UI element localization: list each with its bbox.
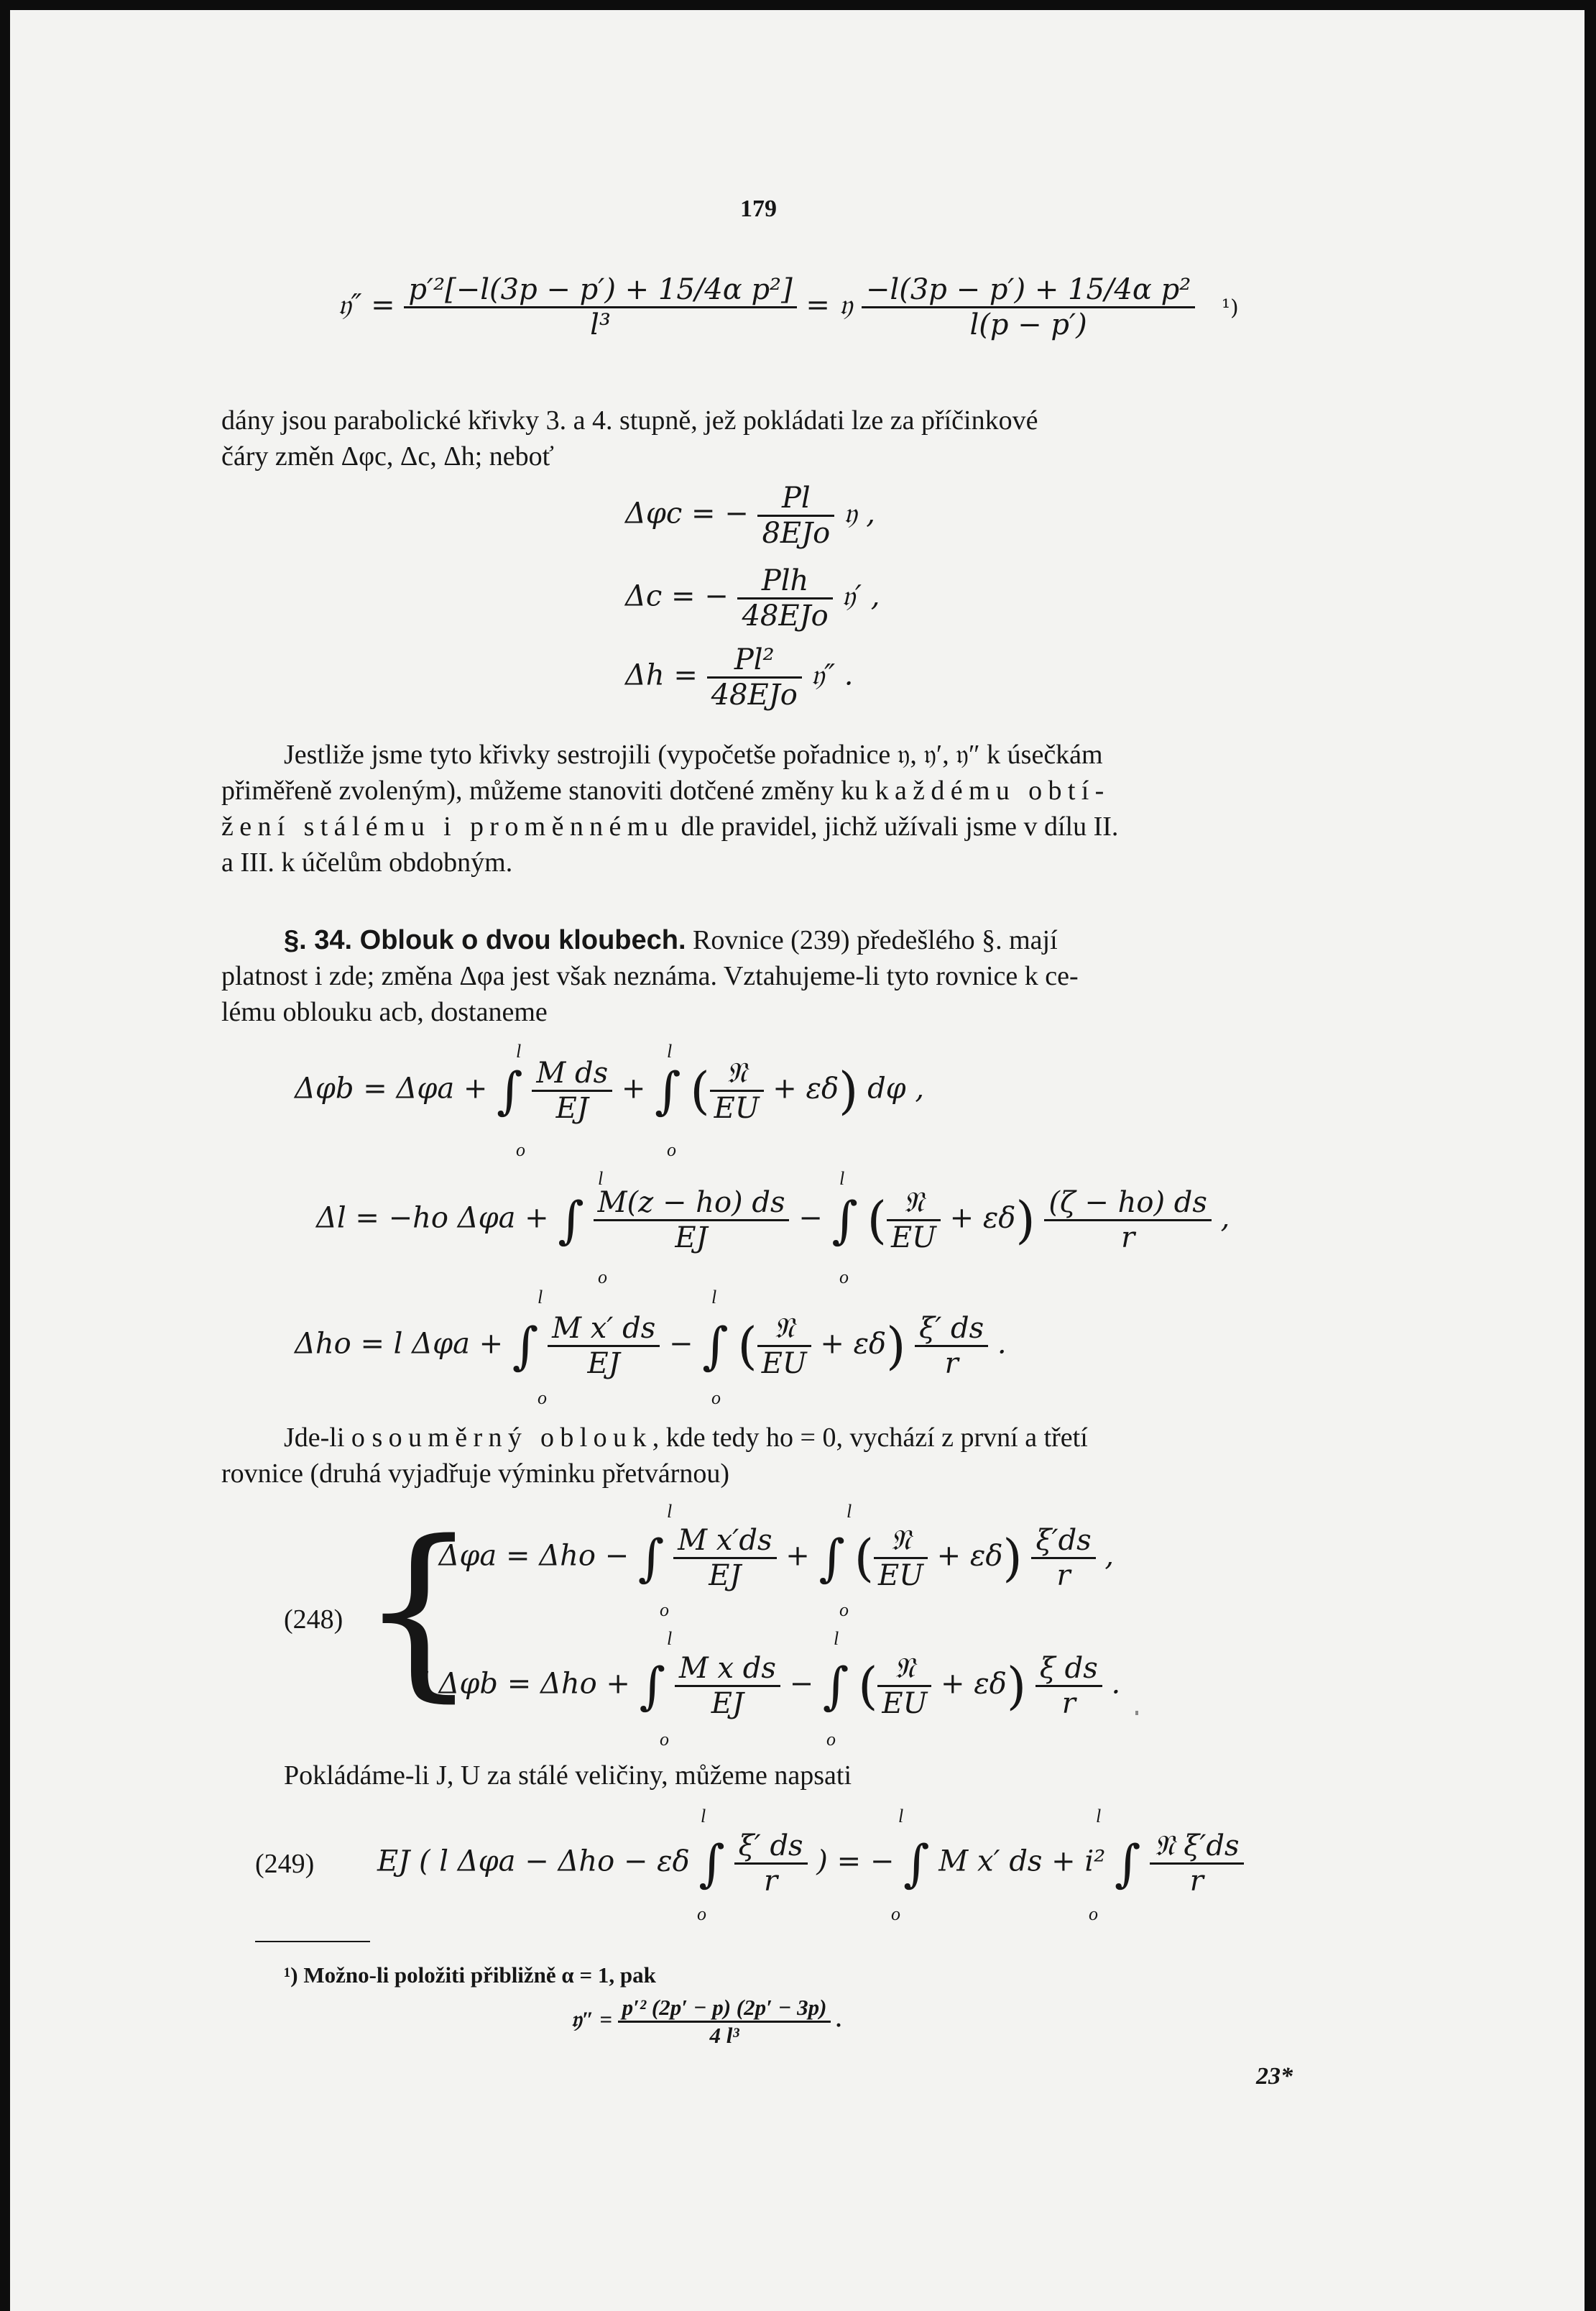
eq248-1-end: , <box>1104 1539 1115 1573</box>
paragraph-2-line-2 <box>221 773 1110 809</box>
paragraph-3-line-1 <box>284 1420 1088 1456</box>
integral-lower-limit: o <box>516 1139 525 1160</box>
equation-delta-phi-b <box>295 1057 924 1125</box>
eq4-f2-den: EU <box>710 1090 764 1125</box>
integral-lower-limit: o <box>1089 1903 1098 1924</box>
eq2-num: Plh <box>761 564 809 597</box>
eq248-2-f2-num: 𝔑 <box>894 1652 915 1685</box>
paragraph-2-line-4: a III. k účelům obdobným. <box>221 847 513 878</box>
equation-249-label: (249) <box>255 1849 315 1879</box>
integral-upper-limit: l <box>711 1287 717 1308</box>
eq248-2-end: . <box>1111 1667 1121 1701</box>
integral-upper-limit: l <box>667 1041 673 1062</box>
left-brace: { <box>359 1502 479 1719</box>
eq3-num: Pl² <box>734 643 775 676</box>
footnote-eq-num: p′² (2p′ − p) (2p′ − 3p) <box>622 1995 827 2020</box>
paren-close: ) <box>1006 1656 1027 1716</box>
eq-top-frac1-num: p′²[−l(3p − p′) + 15/4α p²] <box>408 273 793 306</box>
eq5-lhs: Δl = −ho Δφa + <box>316 1201 549 1235</box>
integral-sign: ∫ <box>558 1190 584 1250</box>
eq-top-fraction-1 <box>404 273 796 341</box>
eq6-f1-num: M x′ ds <box>552 1312 656 1345</box>
paragraph-2-line-1: Jestliže jsme tyto křivky sestrojili (vypočetše pořadnice 𝔶, 𝔶′, 𝔶″ k úsečkám <box>284 740 1103 770</box>
eq4-f1-num: M ds <box>536 1057 609 1090</box>
paren-close: ) <box>839 1061 859 1121</box>
integral-upper-limit: l <box>839 1168 845 1189</box>
eq5-f2-num: 𝔑 <box>903 1186 924 1219</box>
integral-sign: ∫ <box>698 1834 725 1893</box>
eq3-rhs: 𝔶″ . <box>811 658 854 692</box>
integral-lower-limit: o <box>660 1729 669 1750</box>
integral-lower-limit: o <box>598 1267 607 1287</box>
paren-open: ( <box>854 1528 874 1588</box>
footnote-rule <box>255 1941 370 1942</box>
eq3-fraction <box>707 643 802 712</box>
eq5-f1-num: M(z − ho) ds <box>597 1186 785 1219</box>
eq4-lhs: Δφb = Δφa + <box>295 1072 488 1106</box>
footnote-marker: ¹) <box>1221 295 1239 321</box>
integral-sign: ∫ <box>639 1656 666 1716</box>
eq248-1-f1-num: M x′ds <box>678 1524 772 1557</box>
eq248-2-f3-num: ξ ds <box>1039 1652 1098 1685</box>
eq6-mid: − <box>668 1327 693 1361</box>
paragraph-1-line-1: dány jsou parabolické křivky 3. a 4. stupně, jež pokládati lze za příčinkové <box>221 405 1038 436</box>
paren-close: ) <box>886 1316 906 1376</box>
paragraph-1-line-2: čáry změn Δφc, Δc, Δh; neboť <box>221 441 554 472</box>
section-title: §. 34. Oblouk o dvou kloubech. <box>284 925 686 955</box>
eq4-mid: + <box>621 1072 646 1106</box>
eq-top-frac2-num: −l(3p − p′) + 15/4α p² <box>865 273 1191 306</box>
integral-upper-limit: l <box>701 1806 706 1827</box>
eq249-lhs-a: EJ ( l Δφa − Δho − εδ <box>377 1844 690 1878</box>
paragraph-2-line-3-b: dle pravidel, jichž užívali jsme v dílu II. <box>674 812 1119 842</box>
integral-sign: ∫ <box>903 1834 930 1893</box>
eq5-end: , <box>1220 1201 1230 1235</box>
integral-upper-limit: l <box>847 1501 852 1522</box>
eq4-f1-den: EJ <box>532 1090 612 1125</box>
integral-lower-limit: o <box>891 1903 900 1924</box>
integral-sign: ∫ <box>637 1528 665 1588</box>
integral-upper-limit: l <box>516 1041 522 1062</box>
integral-upper-limit: l <box>598 1168 604 1189</box>
paren-close: ) <box>1002 1528 1023 1588</box>
scan-border-right <box>1585 0 1596 2311</box>
integral-sign: ∫ <box>655 1061 681 1121</box>
section-line-1-rest: Rovnice (239) předešlého §. mají <box>686 925 1058 955</box>
section-34-line-2: platnost i zde; změna Δφa jest však neznáma. Vztahujeme-li tyto rovnice k ce- <box>221 961 1079 991</box>
eq6-f3-num: ξ′ ds <box>919 1312 984 1345</box>
section-34-line-1 <box>284 922 1058 958</box>
paragraph-2-line-3 <box>221 809 1118 845</box>
integral-sign: ∫ <box>497 1061 523 1121</box>
eq249-f2-num: 𝔑 ξ′ds <box>1154 1829 1240 1862</box>
integral-upper-limit: l <box>538 1287 543 1308</box>
eq2-rhs: 𝔶′ , <box>841 579 880 613</box>
integral-lower-limit: o <box>667 1139 676 1160</box>
paragraph-3-a: Jde-li o <box>284 1423 372 1453</box>
eq248-2-f1-den: EJ <box>675 1685 780 1720</box>
equation-248-row-1 <box>420 1524 1114 1592</box>
integral-sign: ∫ <box>512 1316 539 1376</box>
eq1-fraction <box>757 482 834 550</box>
eq248-1-f2-den: EU <box>874 1557 928 1592</box>
page-sheet <box>10 10 1585 2311</box>
eq5-mid: − <box>798 1201 823 1235</box>
eq6-lhs: Δho = l Δφa + <box>295 1327 504 1361</box>
section-34-line-3: lému oblouku acb, dostaneme <box>221 997 548 1027</box>
eq3-den: 48EJo <box>707 676 802 712</box>
integral-sign: ∫ <box>818 1528 845 1588</box>
eq248-1-f2-num: 𝔑 <box>890 1524 911 1557</box>
eq3-lhs: Δh = <box>625 658 698 692</box>
eq248-2-f3-den: r <box>1035 1685 1102 1720</box>
eq1-num: Pl <box>782 482 811 515</box>
eq248-1-tail: + εδ <box>936 1539 1003 1573</box>
footnote-line-1: ¹) Možno-li položiti přibližně α = 1, pak <box>284 1962 656 1988</box>
integral-sign: ∫ <box>702 1316 729 1376</box>
eq5-f1-den: EJ <box>594 1219 790 1254</box>
eq248-1-f3-num: ξ′ds <box>1035 1524 1092 1557</box>
eq-top-lhs: 𝔶″ = <box>338 288 395 322</box>
equation-248-label: (248) <box>284 1604 343 1635</box>
footnote-eq-den: 4 l³ <box>618 2021 831 2049</box>
eq249-f2-den: r <box>1150 1862 1243 1898</box>
eq1-lhs: Δφc = − <box>625 497 749 530</box>
eq6-tail: + εδ <box>820 1327 887 1361</box>
eq1-den: 8EJo <box>757 515 834 550</box>
eq248-2-f1-num: M x ds <box>678 1652 776 1685</box>
eq6-f3-den: r <box>915 1345 988 1380</box>
eq5-f3-den: r <box>1044 1219 1212 1254</box>
eq6-f2-den: EU <box>757 1345 811 1380</box>
eq248-1-f1-den: EJ <box>673 1557 776 1592</box>
integral-lower-limit: o <box>839 1267 849 1287</box>
eq249-mid: M x′ ds + i² <box>938 1844 1106 1878</box>
eq248-1-mid: + <box>785 1539 810 1573</box>
eq6-f1-den: EJ <box>548 1345 660 1380</box>
footnote-eq-end: . <box>836 2006 842 2032</box>
eq5-f2-den: EU <box>887 1219 941 1254</box>
paragraph-3-line-2: rovnice (druhá vyjadřuje výminku přetvárnou) <box>221 1458 729 1489</box>
paragraph-4: Pokládáme-li J, U za stálé veličiny, můžeme napsati <box>284 1760 852 1791</box>
page-number: 179 <box>740 196 777 222</box>
eq-top-frac1-den: l³ <box>404 306 796 341</box>
integral-upper-limit: l <box>667 1628 673 1649</box>
footnote-equation <box>571 1995 842 2049</box>
integral-upper-limit: l <box>1096 1806 1102 1827</box>
eq4-end: dφ , <box>867 1072 925 1106</box>
eq2-fraction <box>737 564 832 633</box>
eq-top-fraction-2 <box>862 273 1195 341</box>
integral-upper-limit: l <box>667 1501 673 1522</box>
paragraph-3-spaced: souměrný oblouk <box>372 1423 652 1453</box>
eq-top-frac2-den: l(p − p′) <box>862 306 1195 341</box>
integral-upper-limit: l <box>898 1806 904 1827</box>
integral-sign: ∫ <box>1114 1834 1141 1893</box>
eq249-f1-den: r <box>734 1862 808 1898</box>
equation-249 <box>377 1829 1244 1898</box>
footnote-eq-lhs: 𝔶″ = <box>571 2006 612 2032</box>
equation-top <box>338 273 1239 341</box>
eq6-f2-num: 𝔑 <box>773 1312 795 1345</box>
eq2-den: 48EJo <box>737 597 832 633</box>
eq248-2-mid: − <box>789 1667 814 1701</box>
integral-lower-limit: o <box>826 1729 836 1750</box>
eq248-2-f2-den: EU <box>877 1685 931 1720</box>
integral-lower-limit: o <box>538 1387 547 1408</box>
eq1-rhs: 𝔶 , <box>843 497 875 530</box>
equation-delta-ho <box>295 1312 1007 1380</box>
equation-delta-c <box>625 564 880 633</box>
integral-lower-limit: o <box>660 1599 669 1620</box>
integral-upper-limit: l <box>834 1628 839 1649</box>
integral-lower-limit: o <box>697 1903 706 1924</box>
eq5-f3-num: (ζ − ho) ds <box>1048 1186 1207 1219</box>
scan-border-top <box>0 0 1596 10</box>
paragraph-3-c: , kde tedy ho = 0, vychází z první a třetí <box>652 1423 1088 1453</box>
paren-open: ( <box>690 1061 710 1121</box>
equation-248-row-2 <box>420 1652 1120 1720</box>
equation-delta-phi-c <box>625 482 875 550</box>
paragraph-2-line-2-spaced: každému obtí- <box>875 776 1110 806</box>
eq249-f1-num: ξ′ ds <box>738 1829 803 1862</box>
sheet-signature-mark: 23* <box>1256 2063 1293 2090</box>
paren-open: ( <box>737 1316 757 1376</box>
equation-delta-h <box>625 643 853 712</box>
integral-sign: ∫ <box>822 1656 849 1716</box>
scan-speck <box>1135 1711 1138 1715</box>
paragraph-2-line-3-spaced: žení stálému i proměnnému <box>221 812 675 842</box>
integral-lower-limit: o <box>839 1599 849 1620</box>
scan-border-left <box>0 0 10 2311</box>
eq6-end: . <box>997 1327 1007 1361</box>
eq4-tail: + εδ <box>772 1072 839 1106</box>
eq5-tail: + εδ <box>949 1201 1016 1235</box>
paragraph-2-line-2-a: přiměřeně zvoleným), můžeme stanoviti dotčené změny ku <box>221 776 875 806</box>
eq2-lhs: Δc = − <box>625 579 729 613</box>
eq248-2-tail: + εδ <box>941 1667 1007 1701</box>
eq4-f2-num: 𝔑 <box>726 1057 747 1090</box>
eq-top-mid: = 𝔶 <box>806 288 853 322</box>
integral-sign: ∫ <box>831 1190 858 1250</box>
integral-lower-limit: o <box>711 1387 721 1408</box>
eq248-1-lhs: l Δφa = Δho − <box>420 1539 629 1573</box>
paren-close: ) <box>1015 1190 1035 1250</box>
paren-open: ( <box>858 1656 878 1716</box>
paren-open: ( <box>867 1190 887 1250</box>
eq248-2-lhs: l Δφb = Δho + <box>420 1667 630 1701</box>
eq249-lhs-b: ) = − <box>816 1844 895 1878</box>
equation-delta-l <box>316 1186 1230 1254</box>
eq248-1-f3-den: r <box>1031 1557 1095 1592</box>
